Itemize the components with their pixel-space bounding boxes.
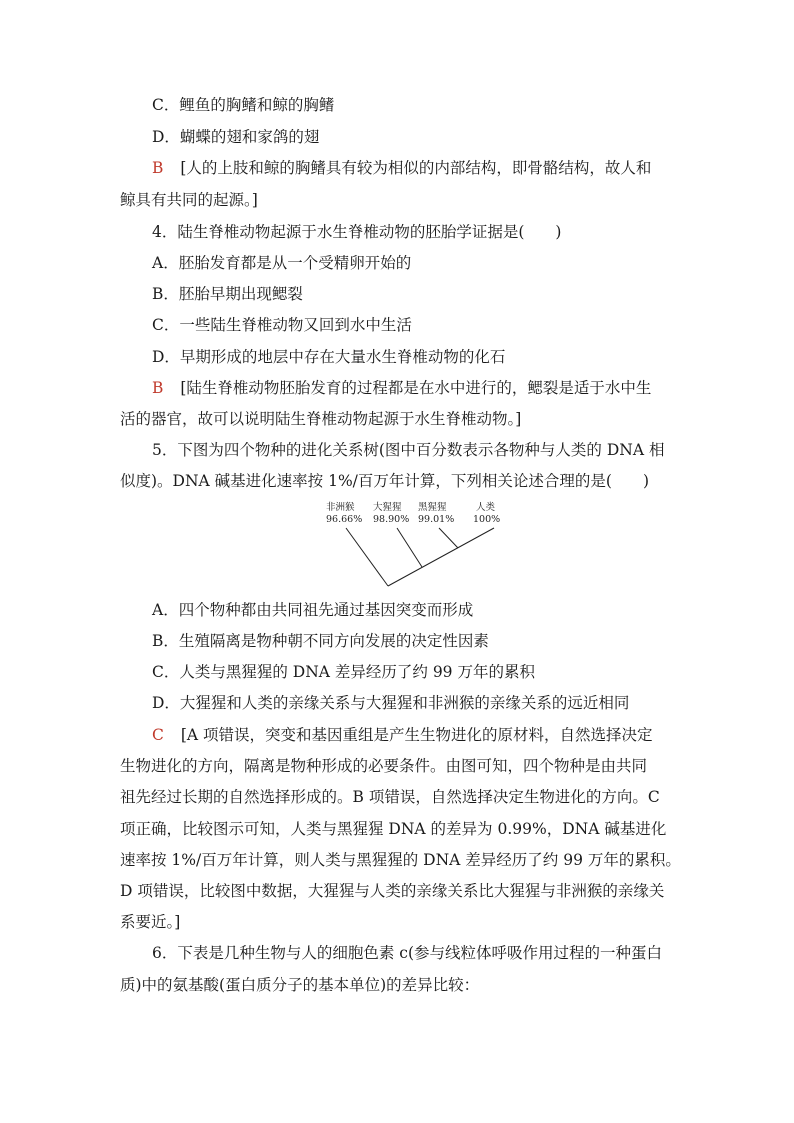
q5-option-a: A．四个物种都由共同祖先通过基因突变而形成 bbox=[152, 601, 474, 619]
q4-answer: B bbox=[152, 379, 164, 397]
tree-label-gorilla: 大猩猩 bbox=[373, 502, 402, 513]
q5-explanation-line7: 系要近。] bbox=[120, 913, 181, 931]
q3-explanation-line1: B [人的上肢和鲸的胸鳍具有较为相似的内部结构，即骨骼结构，故人和 bbox=[152, 159, 652, 177]
q5-stem-line2: 似度)。DNA 碱基进化速率按 1%/百万年计算，下列相关论述合理的是( ) bbox=[120, 472, 649, 490]
q5-explanation-line2: 生物进化的方向，隔离是物种形成的必要条件。由图可知，四个物种是由共同 bbox=[120, 757, 648, 775]
tree-pct-human: 100% bbox=[473, 514, 501, 525]
tree-pct-gorilla: 98.90% bbox=[373, 514, 410, 525]
tree-branch-chimpanzee bbox=[439, 528, 458, 548]
q4-option-c: C．一些陆生脊椎动物又回到水中生活 bbox=[152, 316, 412, 334]
evolution-tree-figure bbox=[318, 500, 508, 592]
tree-branch-main bbox=[388, 528, 494, 586]
q5-explanation-line3: 祖先经过长期的自然选择形成的。B 项错误，自然选择决定生物进化的方向。C bbox=[120, 788, 660, 806]
q5-option-c: C．人类与黑猩猩的 DNA 差异经历了约 99 万年的累积 bbox=[152, 663, 535, 681]
q4-stem: 4．陆生脊椎动物起源于水生脊椎动物的胚胎学证据是( ) bbox=[152, 223, 562, 241]
q3-option-d: D．蝴蝶的翅和家鸽的翅 bbox=[152, 128, 320, 146]
tree-label-chimpanzee: 黑猩猩 bbox=[418, 502, 447, 513]
q5-explanation-line4: 项正确，比较图示可知，人类与黑猩猩 DNA 的差异为 0.99%，DNA 碱基进化 bbox=[120, 820, 667, 838]
q5-answer: C bbox=[152, 726, 164, 744]
q3-answer: B bbox=[152, 159, 164, 177]
tree-branch-african-monkey bbox=[346, 528, 388, 586]
q5-explanation-line5: 速率按 1%/百万年计算，则人类与黑猩猩的 DNA 差异经历了约 99 万年的累积。 bbox=[120, 851, 681, 869]
q4-option-d: D．早期形成的地层中存在大量水生脊椎动物的化石 bbox=[152, 348, 506, 366]
q3-explanation-line2: 鲸具有共同的起源。] bbox=[120, 191, 258, 209]
tree-pct-chimpanzee: 99.01% bbox=[418, 514, 455, 525]
tree-branch-gorilla bbox=[397, 528, 422, 567]
q4-option-a: A．胚胎发育都是从一个受精卵开始的 bbox=[152, 254, 412, 272]
q5-stem-line1: 5．下图为四个物种的进化关系树(图中百分数表示各物种与人类的 DNA 相 bbox=[152, 441, 665, 459]
q5-option-b: B．生殖隔离是物种朝不同方向发展的决定性因素 bbox=[152, 632, 489, 650]
q5-explanation-line1: C [A 项错误，突变和基因重组是产生生物进化的原材料，自然选择决定 bbox=[152, 726, 653, 744]
tree-label-human: 人类 bbox=[476, 502, 496, 513]
q5-option-d: D．大猩猩和人类的亲缘关系与大猩猩和非洲猴的亲缘关系的远近相同 bbox=[152, 694, 630, 712]
q6-stem-line1: 6．下表是几种生物与人的细胞色素 c(参与线粒体呼吸作用过程的一种蛋白 bbox=[152, 944, 663, 962]
q4-option-b: B．胚胎早期出现鳃裂 bbox=[152, 285, 303, 303]
q4-explanation-line1: B [陆生脊椎动物胚胎发育的过程都是在水中进行的，鳃裂是适于水中生 bbox=[152, 379, 652, 397]
tree-pct-african-monkey: 96.66% bbox=[326, 514, 363, 525]
q3-option-c: C．鲤鱼的胸鳍和鲸的胸鳍 bbox=[152, 96, 335, 114]
q4-explanation-line2: 活的器官，故可以说明陆生脊椎动物起源于水生脊椎动物。] bbox=[120, 410, 522, 428]
q6-stem-line2: 质)中的氨基酸(蛋白质分子的基本单位)的差异比较： bbox=[120, 976, 480, 994]
q5-explanation-line6: D 项错误，比较图中数据，大猩猩与人类的亲缘关系比大猩猩与非洲猴的亲缘关 bbox=[120, 882, 665, 900]
tree-label-african-monkey: 非洲猴 bbox=[326, 502, 355, 513]
